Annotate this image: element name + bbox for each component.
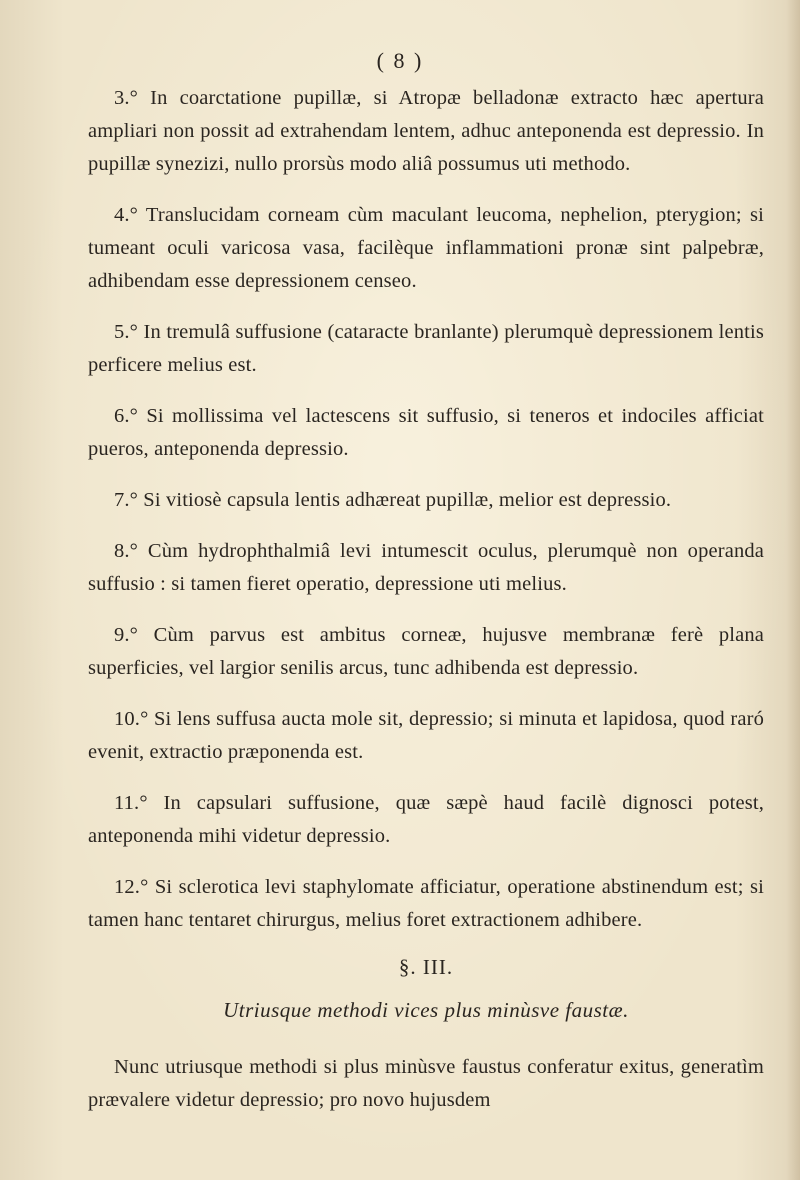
paragraph-6: 6.° Si mollissima vel lactescens sit suffusio, si teneros et indociles afficiat pueros, anteponenda depressio. [88,405,764,460]
paragraph-10: 10.° Si lens suffusa aucta mole sit, depressio; si minuta et lapidosa, quod raró evenit, extractio præponenda est. [88,708,764,763]
paragraph-3: 3.° In coarctatione pupillæ, si Atropæ belladonæ extracto hæc apertura ampliari non possit ad extrahendam lentem, adhuc anteponenda est depressio. In pupillæ synezizi, nullo prorsùs modo aliâ possumus uti methodo. [88,87,764,175]
paragraph-4: 4.° Translucidam corneam cùm maculant leucoma, nephelion, pterygion; si tumeant oculi varicosa vasa, facilèque inflammationi pronæ sint palpebræ, adhibendam esse depressionem censeo. [88,204,764,292]
paragraph-7: 7.° Si vitiosè capsula lentis adhæreat pupillæ, melior est depressio. [114,489,672,511]
page-edge-shadow [786,0,800,1180]
closing-paragraph: Nunc utriusque methodi si plus minùsve faustus conferatur exitus, generatìm prævalere videtur depressio; pro novo hujusdem [88,1056,764,1111]
section-heading: §. III. [398,955,454,979]
paragraph-5: 5.° In tremulâ suffusione (cataracte branlante) plerumquè depressionem lentis perficere melius est. [88,321,764,376]
section-subtitle: Utriusque methodi vices plus minùsve faustæ. [223,998,629,1022]
page-body [88,82,764,1135]
paragraph-11: 11.° In capsulari suffusione, quæ sæpè haud facilè dignosci potest, anteponenda mihi videtur depressio. [88,792,764,847]
paragraph-12: 12.° Si sclerotica levi staphylomate afficiatur, operatione abstinendum est; si tamen hanc tentaret chirurgus, melius foret extractionem adhibere. [88,876,764,931]
page-number: ( 8 ) [376,48,424,73]
paragraph-8: 8.° Cùm hydrophthalmiâ levi intumescit oculus, plerumquè non operanda suffusio : si tamen fieret operatio, depressione uti melius. [88,540,764,595]
paragraph-9: 9.° Cùm parvus est ambitus corneæ, hujusve membranæ ferè plana superficies, vel largior senilis arcus, tunc adhibenda est depressio. [88,624,764,679]
